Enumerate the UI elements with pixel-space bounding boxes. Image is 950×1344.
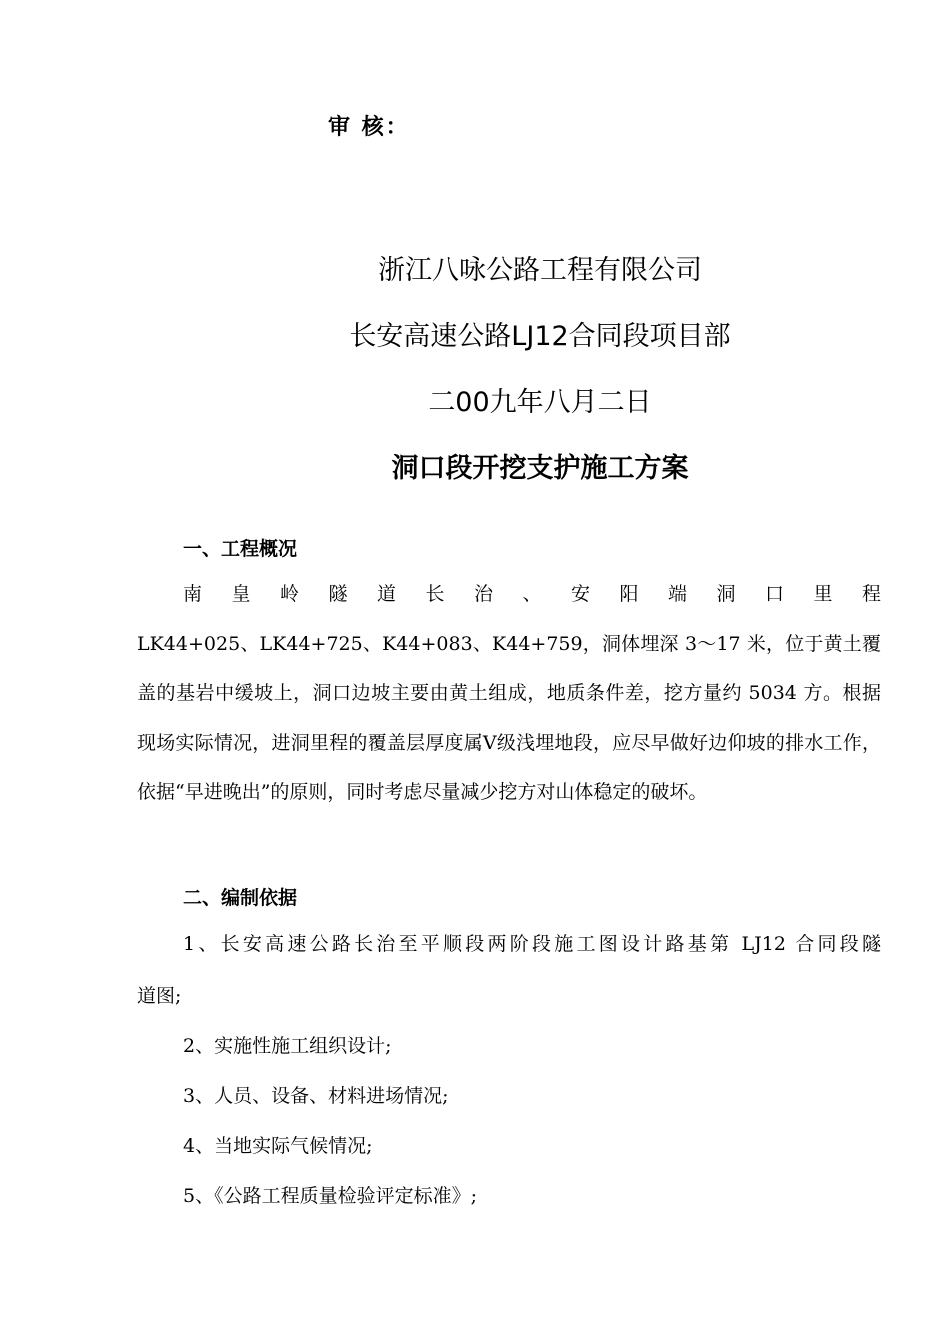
project-department: 长安高速公路LJ12合同段项目部 — [349, 321, 731, 352]
section1-paragraph-line1: 南皇岭隧道长治、安阳端洞口里程 — [183, 583, 881, 605]
section1-paragraph-rest: LK44+025、LK44+725、K44+083、K44+759，洞体埋深 3～17 米，位于黄土覆盖的基岩中缓坡上，洞口边坡主要由黄土组成，地质条件差，挖方量约 5034 方。根据现场实际情况，进洞里程的覆盖层厚度属Ⅴ级浅埋地段，应尽早做好边仰坡的排水工作，依据“早进晚出”的原则，同时考虑尽量减少挖方对山体稳定的破坏。 — [137, 632, 881, 804]
basis-item-1-line2: 道图; — [137, 985, 182, 1007]
document-date: 二00九年八月二日 — [428, 387, 652, 418]
section1-paragraph — [137, 570, 881, 818]
basis-item-2: 2、实施性施工组织设计; — [183, 1035, 392, 1057]
basis-item-1 — [137, 918, 881, 1022]
company-name: 浙江八咏公路工程有限公司 — [378, 255, 702, 286]
basis-item-1-line1: 1、长安高速公路长治至平顺段两阶段施工图设计路基第 LJ12 合同段隧 — [183, 933, 881, 955]
basis-item-3: 3、人员、设备、材料进场情况; — [183, 1085, 449, 1107]
document-title: 洞口段开挖支护施工方案 — [391, 453, 689, 484]
basis-item-5: 5、《公路工程质量检验评定标准》; — [183, 1185, 477, 1207]
section1-heading: 一、工程概况 — [183, 538, 298, 560]
basis-item-4: 4、当地实际气候情况; — [183, 1135, 373, 1157]
section2-heading: 二、编制依据 — [183, 887, 298, 909]
review-label: 审 核： — [328, 115, 410, 140]
